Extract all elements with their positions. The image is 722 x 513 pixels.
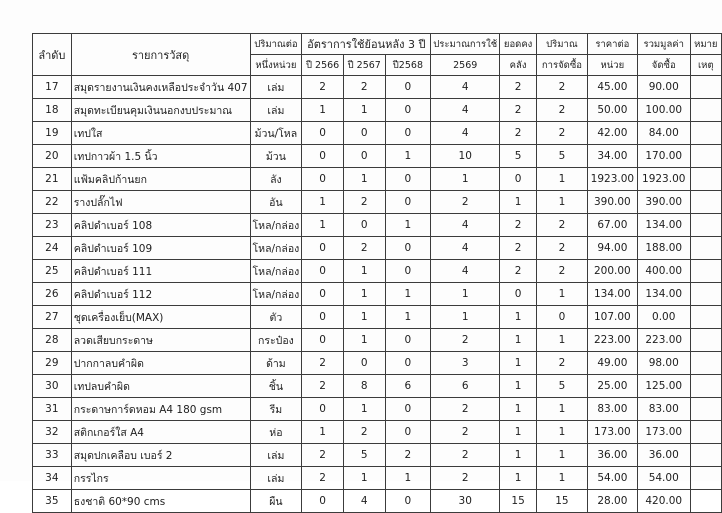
cell-note [690,237,721,260]
cell-total: 420.00 [637,490,690,513]
cell-unit-price: 1923.00 [587,168,637,191]
cell-note [690,145,721,168]
cell-item: รางปลั๊กไฟ [71,191,250,214]
cell-stock: 15 [500,490,537,513]
cell-usage-2568: 0 [385,191,431,214]
cell-usage-2567: 1 [343,168,385,191]
cell-unit: อัน [250,191,302,214]
cell-seq: 19 [33,122,72,145]
table-row [33,260,722,283]
cell-unit: ผืน [250,490,302,513]
table-row [33,375,722,398]
cell-unit: เล่ม [250,76,302,99]
cell-seq: 27 [33,306,72,329]
cell-usage-2568: 1 [385,145,431,168]
cell-stock: 0 [500,168,537,191]
cell-estimate-2569: 4 [431,237,500,260]
cell-usage-2567: 0 [343,145,385,168]
cell-estimate-2569: 2 [431,191,500,214]
header-item: รายการวัสดุ [71,34,250,76]
cell-usage-2566: 0 [302,283,344,306]
cell-purchase-qty: 1 [537,329,588,352]
cell-usage-2567: 2 [343,237,385,260]
cell-unit-price: 173.00 [587,421,637,444]
cell-note [690,99,721,122]
cell-usage-2568: 1 [385,214,431,237]
cell-estimate-2569: 6 [431,375,500,398]
cell-usage-2566: 1 [302,191,344,214]
cell-note [690,467,721,490]
cell-usage-2567: 2 [343,76,385,99]
table-row [33,352,722,375]
cell-purchase-qty: 2 [537,99,588,122]
cell-purchase-qty: 1 [537,168,588,191]
header-qty-bottom: การจัดซื้อ [537,55,588,76]
cell-total: 173.00 [637,421,690,444]
cell-total: 36.00 [637,444,690,467]
cell-unit: รีม [250,398,302,421]
cell-total: 1923.00 [637,168,690,191]
cell-item: คลิปดำเบอร์ 108 [71,214,250,237]
cell-usage-2566: 0 [302,237,344,260]
cell-usage-2567: 1 [343,467,385,490]
cell-note [690,329,721,352]
cell-usage-2567: 5 [343,444,385,467]
cell-total: 83.00 [637,398,690,421]
cell-usage-2568: 1 [385,283,431,306]
cell-unit: ด้าม [250,352,302,375]
cell-usage-2567: 2 [343,421,385,444]
cell-item: กระดาษการ์ดหอม A4 180 gsm [71,398,250,421]
cell-total: 90.00 [637,76,690,99]
cell-stock: 2 [500,99,537,122]
cell-purchase-qty: 1 [537,191,588,214]
cell-item: สมุดปกเคลือบ เบอร์ 2 [71,444,250,467]
cell-unit: เล่ม [250,444,302,467]
cell-usage-2566: 2 [302,375,344,398]
cell-purchase-qty: 2 [537,237,588,260]
cell-estimate-2569: 4 [431,76,500,99]
cell-usage-2568: 0 [385,76,431,99]
cell-note [690,283,721,306]
cell-purchase-qty: 1 [537,444,588,467]
cell-usage-2566: 2 [302,467,344,490]
cell-estimate-2569: 1 [431,306,500,329]
cell-usage-2567: 4 [343,490,385,513]
header-est-bottom: 2569 [431,55,500,76]
cell-usage-2566: 0 [302,398,344,421]
table-row [33,76,722,99]
cell-usage-2568: 0 [385,168,431,191]
cell-item: คลิปดำเบอร์ 111 [71,260,250,283]
cell-estimate-2569: 4 [431,99,500,122]
header-seq: ลำดับ [33,34,72,76]
cell-unit-price: 34.00 [587,145,637,168]
header-price-top: ราคาต่อ [587,34,637,55]
cell-item: กรรไกร [71,467,250,490]
cell-note [690,214,721,237]
cell-usage-2567: 8 [343,375,385,398]
cell-item: ธงชาติ 60*90 cms [71,490,250,513]
cell-stock: 2 [500,76,537,99]
cell-unit-price: 390.00 [587,191,637,214]
table-row [33,329,722,352]
cell-total: 134.00 [637,283,690,306]
cell-total: 54.00 [637,467,690,490]
cell-usage-2568: 1 [385,467,431,490]
cell-purchase-qty: 2 [537,76,588,99]
cell-usage-2566: 0 [302,306,344,329]
table-row [33,306,722,329]
cell-stock: 1 [500,329,537,352]
cell-usage-2567: 1 [343,283,385,306]
cell-unit-price: 45.00 [587,76,637,99]
cell-usage-2567: 1 [343,99,385,122]
cell-unit: ห่อ [250,421,302,444]
cell-unit-price: 200.00 [587,260,637,283]
cell-unit-price: 42.00 [587,122,637,145]
cell-seq: 20 [33,145,72,168]
cell-usage-2568: 0 [385,421,431,444]
cell-item: เทปกาวผ้า 1.5 นิ้ว [71,145,250,168]
cell-stock: 2 [500,237,537,260]
cell-usage-2568: 0 [385,329,431,352]
cell-usage-2568: 0 [385,260,431,283]
cell-item: ปากกาลบคำผิด [71,352,250,375]
cell-usage-2567: 0 [343,214,385,237]
cell-usage-2568: 0 [385,99,431,122]
cell-stock: 2 [500,214,537,237]
cell-purchase-qty: 2 [537,214,588,237]
cell-item: สติกเกอร์ใส A4 [71,421,250,444]
table-row [33,237,722,260]
cell-seq: 34 [33,467,72,490]
cell-usage-2568: 1 [385,306,431,329]
cell-stock: 1 [500,352,537,375]
cell-unit: เล่ม [250,99,302,122]
cell-purchase-qty: 5 [537,375,588,398]
cell-stock: 1 [500,375,537,398]
table-row [33,191,722,214]
cell-seq: 21 [33,168,72,191]
cell-usage-2566: 0 [302,329,344,352]
cell-estimate-2569: 1 [431,168,500,191]
header-unit-bottom: หนึ่งหน่วย [250,55,302,76]
cell-seq: 26 [33,283,72,306]
cell-usage-2566: 1 [302,421,344,444]
header-note-top: หมาย [690,34,721,55]
cell-estimate-2569: 30 [431,490,500,513]
cell-estimate-2569: 4 [431,214,500,237]
cell-item: คลิปดำเบอร์ 112 [71,283,250,306]
table-body [33,76,722,513]
cell-unit-price: 83.00 [587,398,637,421]
header-total-bottom: จัดซื้อ [637,55,690,76]
cell-total: 170.00 [637,145,690,168]
table-row [33,490,722,513]
header-est-top: ประมาณการใช้ [431,34,500,55]
cell-purchase-qty: 1 [537,283,588,306]
cell-note [690,490,721,513]
cell-usage-2568: 0 [385,122,431,145]
cell-usage-2568: 0 [385,398,431,421]
cell-stock: 1 [500,398,537,421]
cell-total: 100.00 [637,99,690,122]
cell-usage-2567: 1 [343,260,385,283]
table-row [33,398,722,421]
cell-estimate-2569: 2 [431,467,500,490]
cell-unit: กระป๋อง [250,329,302,352]
cell-stock: 2 [500,122,537,145]
cell-unit: เล่ม [250,467,302,490]
cell-unit-price: 223.00 [587,329,637,352]
cell-item: สมุดทะเบียนคุมเงินนอกงบประมาณ [71,99,250,122]
cell-total: 0.00 [637,306,690,329]
cell-seq: 35 [33,490,72,513]
cell-usage-2566: 0 [302,168,344,191]
cell-estimate-2569: 2 [431,398,500,421]
cell-total: 400.00 [637,260,690,283]
cell-usage-2568: 0 [385,237,431,260]
cell-unit: โหล/กล่อง [250,214,302,237]
cell-purchase-qty: 1 [537,467,588,490]
cell-seq: 25 [33,260,72,283]
header-stock-top: ยอดคง [500,34,537,55]
cell-unit: โหล/กล่อง [250,260,302,283]
cell-seq: 18 [33,99,72,122]
cell-total: 134.00 [637,214,690,237]
table-row [33,168,722,191]
cell-usage-2566: 1 [302,99,344,122]
cell-purchase-qty: 2 [537,260,588,283]
cell-usage-2566: 2 [302,444,344,467]
cell-usage-2567: 0 [343,122,385,145]
cell-total: 390.00 [637,191,690,214]
cell-note [690,191,721,214]
cell-stock: 1 [500,444,537,467]
cell-estimate-2569: 10 [431,145,500,168]
cell-seq: 28 [33,329,72,352]
cell-usage-2568: 2 [385,444,431,467]
cell-estimate-2569: 3 [431,352,500,375]
cell-stock: 1 [500,421,537,444]
cell-unit: โหล/กล่อง [250,283,302,306]
table-row [33,145,722,168]
table-row [33,467,722,490]
cell-note [690,352,721,375]
cell-note [690,168,721,191]
cell-usage-2567: 1 [343,329,385,352]
cell-seq: 31 [33,398,72,421]
cell-note [690,444,721,467]
table-row [33,214,722,237]
cell-unit-price: 50.00 [587,99,637,122]
cell-usage-2566: 1 [302,214,344,237]
cell-usage-2566: 2 [302,76,344,99]
cell-usage-2567: 2 [343,191,385,214]
cell-estimate-2569: 4 [431,260,500,283]
cell-item: แฟ้มคลิปก้านยก [71,168,250,191]
cell-unit-price: 107.00 [587,306,637,329]
cell-purchase-qty: 5 [537,145,588,168]
cell-unit: ตัว [250,306,302,329]
cell-usage-2566: 2 [302,352,344,375]
cell-item: สมุดรายงานเงินคงเหลือประจำวัน 407 [71,76,250,99]
cell-note [690,421,721,444]
cell-purchase-qty: 2 [537,122,588,145]
cell-estimate-2569: 2 [431,444,500,467]
table-row [33,421,722,444]
header-year-2566: ปี 2566 [302,55,344,76]
cell-note [690,260,721,283]
cell-unit-price: 54.00 [587,467,637,490]
header-year-2567: ปี 2567 [343,55,385,76]
header-stock-bottom: คลัง [500,55,537,76]
cell-seq: 22 [33,191,72,214]
cell-stock: 5 [500,145,537,168]
cell-unit-price: 28.00 [587,490,637,513]
cell-usage-2567: 1 [343,306,385,329]
cell-purchase-qty: 2 [537,352,588,375]
table-row [33,99,722,122]
cell-total: 223.00 [637,329,690,352]
cell-usage-2568: 6 [385,375,431,398]
cell-note [690,306,721,329]
cell-purchase-qty: 15 [537,490,588,513]
supplies-table [32,33,722,513]
cell-seq: 23 [33,214,72,237]
cell-seq: 30 [33,375,72,398]
cell-seq: 33 [33,444,72,467]
cell-stock: 2 [500,260,537,283]
cell-total: 188.00 [637,237,690,260]
cell-seq: 29 [33,352,72,375]
cell-item: ชุดเครื่องเย็บ(MAX) [71,306,250,329]
cell-unit-price: 49.00 [587,352,637,375]
cell-purchase-qty: 0 [537,306,588,329]
header-total-top: รวมมูลค่า [637,34,690,55]
cell-estimate-2569: 1 [431,283,500,306]
cell-unit-price: 36.00 [587,444,637,467]
cell-seq: 32 [33,421,72,444]
cell-usage-2567: 0 [343,352,385,375]
cell-usage-2566: 0 [302,490,344,513]
table-row [33,444,722,467]
table-row [33,122,722,145]
cell-estimate-2569: 4 [431,122,500,145]
cell-item: ลวดเสียบกระดาษ [71,329,250,352]
cell-unit: ม้วน/โหล [250,122,302,145]
cell-unit-price: 25.00 [587,375,637,398]
cell-item: เทปใส [71,122,250,145]
header-unit-top: ปริมาณต่อ [250,34,302,55]
header-year-2568: ปี2568 [385,55,431,76]
cell-stock: 1 [500,467,537,490]
cell-unit-price: 67.00 [587,214,637,237]
cell-usage-2566: 0 [302,260,344,283]
table-row [33,283,722,306]
header-price-bottom: หน่วย [587,55,637,76]
cell-note [690,398,721,421]
header-note-bottom: เหตุ [690,55,721,76]
cell-unit-price: 134.00 [587,283,637,306]
cell-unit: ม้วน [250,145,302,168]
cell-unit-price: 94.00 [587,237,637,260]
cell-purchase-qty: 1 [537,398,588,421]
cell-estimate-2569: 2 [431,421,500,444]
header-usage-group: อัตราการใช้ย้อนหลัง 3 ปี [302,34,431,55]
cell-total: 98.00 [637,352,690,375]
cell-stock: 1 [500,306,537,329]
cell-stock: 1 [500,191,537,214]
cell-estimate-2569: 2 [431,329,500,352]
cell-seq: 17 [33,76,72,99]
cell-note [690,122,721,145]
cell-total: 84.00 [637,122,690,145]
header-qty-top: ปริมาณ [537,34,588,55]
cell-note [690,375,721,398]
cell-item: คลิปดำเบอร์ 109 [71,237,250,260]
cell-total: 125.00 [637,375,690,398]
cell-usage-2566: 0 [302,145,344,168]
cell-usage-2567: 1 [343,398,385,421]
cell-seq: 24 [33,237,72,260]
cell-unit: ชิ้น [250,375,302,398]
cell-unit: โหล/กล่อง [250,237,302,260]
cell-stock: 0 [500,283,537,306]
cell-unit: ลัง [250,168,302,191]
cell-purchase-qty: 1 [537,421,588,444]
cell-usage-2568: 0 [385,490,431,513]
cell-note [690,76,721,99]
cell-usage-2568: 0 [385,352,431,375]
cell-item: เทปลบคำผิด [71,375,250,398]
cell-usage-2566: 0 [302,122,344,145]
